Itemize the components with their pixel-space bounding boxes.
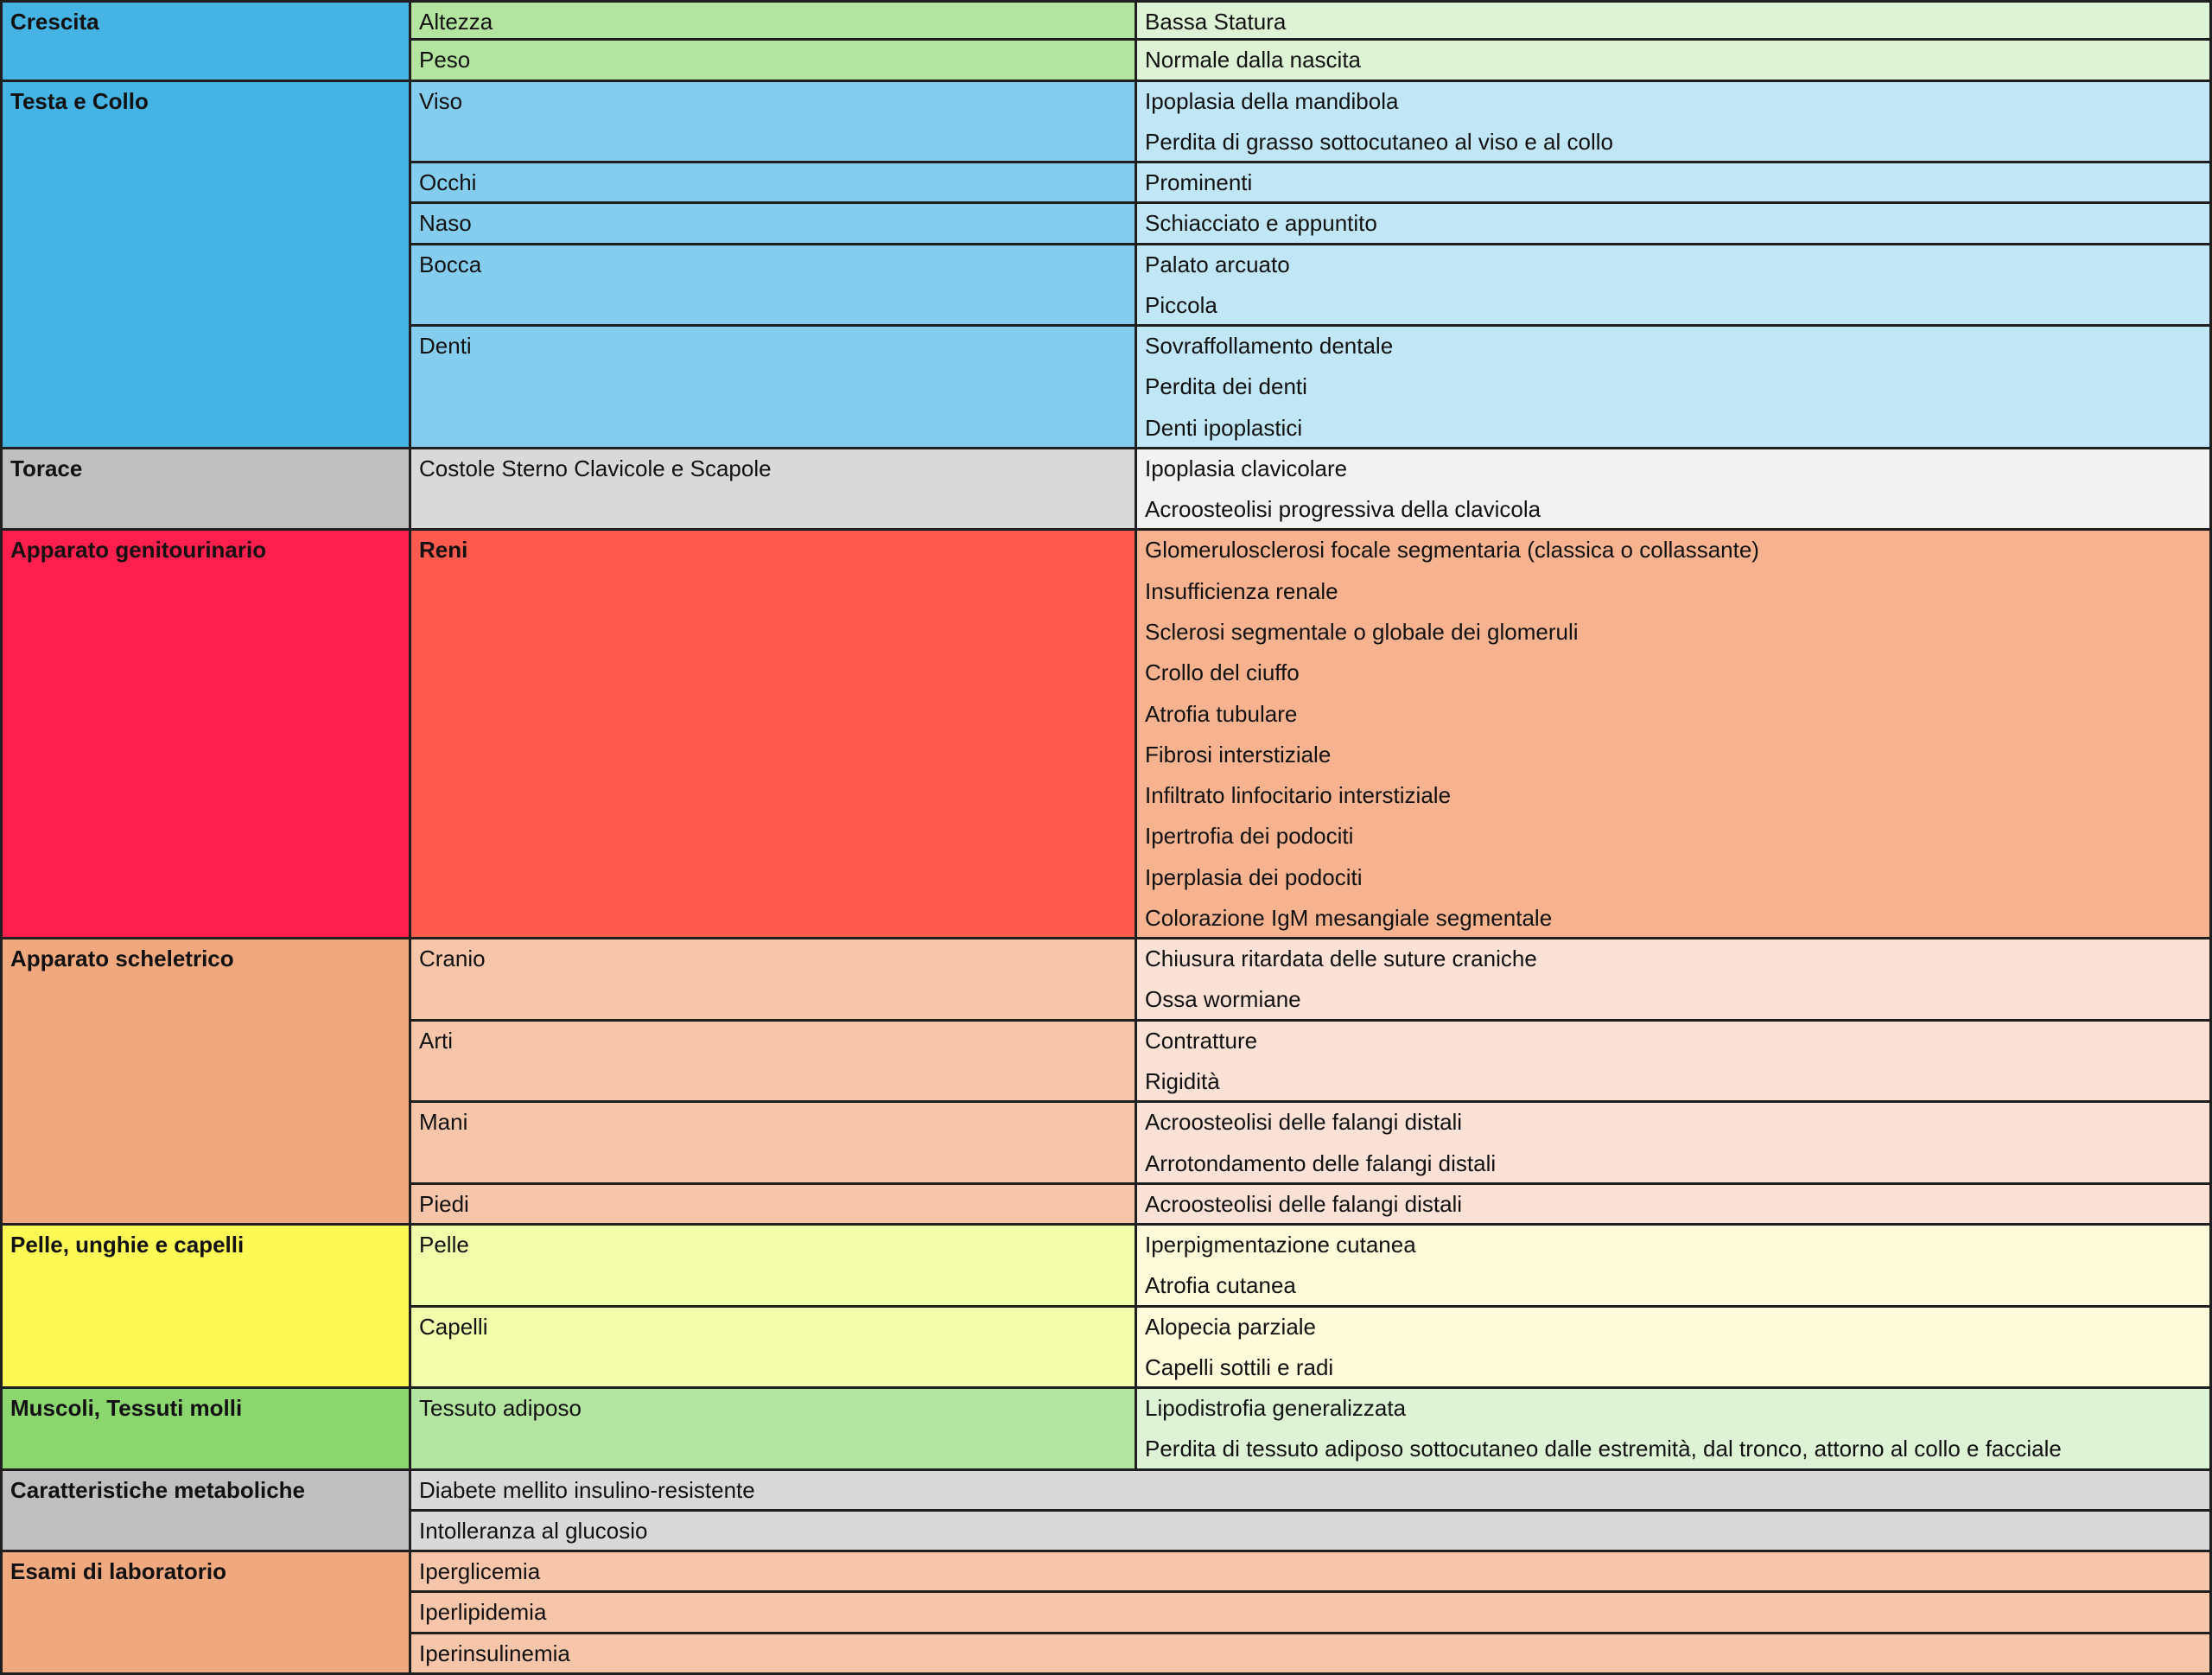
feature-item: Atrofia cutanea xyxy=(1145,1272,1296,1299)
category-crescita: Crescita xyxy=(0,0,411,82)
feature-item: Crollo del ciuffo xyxy=(1145,659,1300,686)
feature-item: Perdita dei denti xyxy=(1145,373,1307,400)
feature-item: Ossa wormiane xyxy=(1145,986,1301,1013)
feature-item: Piccola xyxy=(1145,291,1217,318)
subcategory-costole-sterno-clavicole-e-scapole: Costole Sterno Clavicole e Scapole xyxy=(411,449,1137,532)
finding-iperlipidemia: Iperlipidemia xyxy=(411,1593,2212,1634)
feature-item: Denti ipoplastici xyxy=(1145,414,1303,441)
subcategory-bocca: Bocca xyxy=(411,245,1137,328)
feature-item: Ipoplasia clavicolare xyxy=(1145,455,1348,481)
subcategory-pelle: Pelle xyxy=(411,1226,1137,1308)
subcategory-mani: Mani xyxy=(411,1103,1137,1185)
feature-item: Acroosteolisi delle falangi distali xyxy=(1145,1109,1463,1136)
category-esami-di-laboratorio: Esami di laboratorio xyxy=(0,1552,411,1675)
feature-item: Palato arcuato xyxy=(1145,251,1290,277)
feature-item: Infiltrato linfocitario interstiziale xyxy=(1145,782,1452,809)
category-torace: Torace xyxy=(0,449,411,532)
feature-item: Ipertrofia dei podociti xyxy=(1145,823,1354,850)
category-caratteristiche-metaboliche: Caratteristiche metaboliche xyxy=(0,1471,411,1553)
feature-item: Fibrosi interstiziale xyxy=(1145,741,1332,767)
feature-group-denti xyxy=(1137,327,2212,449)
feature-item: Atrofia tubulare xyxy=(1145,700,1298,727)
feature-group-cranio xyxy=(1137,939,2212,1022)
feature-item: Perdita di grasso sottocutaneo al viso e al collo xyxy=(1145,128,1613,155)
subcategory-cranio: Cranio xyxy=(411,939,1137,1022)
feature-item: Schiacciato e appuntito xyxy=(1145,210,1377,237)
feature-item: Chiusura ritardata delle suture craniche xyxy=(1145,946,1537,972)
finding-iperglicemia: Iperglicemia xyxy=(411,1552,2212,1593)
feature-group-naso xyxy=(1137,204,2212,245)
feature-group-peso xyxy=(1137,41,2212,81)
feature-item: Normale dalla nascita xyxy=(1145,47,1362,73)
subcategory-altezza: Altezza xyxy=(411,0,1137,41)
subcategory-reni: Reni xyxy=(411,531,1137,939)
category-muscoli-tessuti-molli: Muscoli, Tessuti molli xyxy=(0,1389,411,1471)
feature-group-piedi xyxy=(1137,1185,2212,1226)
finding-iperinsulinemia: Iperinsulinemia xyxy=(411,1634,2212,1675)
feature-item: Contratture xyxy=(1145,1027,1258,1054)
subcategory-tessuto-adiposo: Tessuto adiposo xyxy=(411,1389,1137,1471)
feature-item: Sovraffollamento dentale xyxy=(1145,333,1394,360)
feature-group-occhi xyxy=(1137,163,2212,204)
subcategory-capelli: Capelli xyxy=(411,1308,1137,1390)
feature-group-viso xyxy=(1137,82,2212,164)
subcategory-arti: Arti xyxy=(411,1022,1137,1104)
feature-group-bocca xyxy=(1137,245,2212,328)
feature-item: Acroosteolisi delle falangi distali xyxy=(1145,1190,1463,1217)
feature-item: Rigidità xyxy=(1145,1067,1220,1094)
subcategory-piedi: Piedi xyxy=(411,1185,1137,1226)
feature-item: Acroosteolisi progressiva della clavicola xyxy=(1145,496,1541,523)
feature-item: Prominenti xyxy=(1145,169,1253,196)
feature-item: Capelli sottili e radi xyxy=(1145,1353,1334,1380)
feature-group-altezza xyxy=(1137,0,2212,41)
finding-intolleranza-al-glucosio: Intolleranza al glucosio xyxy=(411,1512,2212,1552)
feature-group-arti xyxy=(1137,1022,2212,1104)
subcategory-naso: Naso xyxy=(411,204,1137,245)
feature-item: Iperplasia dei podociti xyxy=(1145,863,1363,890)
feature-group-capelli xyxy=(1137,1308,2212,1390)
feature-item: Ipoplasia della mandibola xyxy=(1145,87,1399,114)
feature-group-pelle xyxy=(1137,1226,2212,1308)
feature-group-tessuto-adiposo xyxy=(1137,1389,2212,1471)
category-pelle-unghie-e-capelli: Pelle, unghie e capelli xyxy=(0,1226,411,1389)
feature-item: Insufficienza renale xyxy=(1145,577,1338,604)
feature-item: Sclerosi segmentale o globale dei glomeruli xyxy=(1145,619,1579,646)
subcategory-occhi: Occhi xyxy=(411,163,1137,204)
feature-group-reni xyxy=(1137,531,2212,939)
subcategory-denti: Denti xyxy=(411,327,1137,449)
feature-item: Alopecia parziale xyxy=(1145,1313,1317,1340)
finding-diabete-mellito-insulino-resistente: Diabete mellito insulino-resistente xyxy=(411,1471,2212,1512)
subcategory-peso: Peso xyxy=(411,41,1137,81)
feature-item: Perdita di tessuto adiposo sottocutaneo dalle estremità, dal tronco, attorno al collo e facciale xyxy=(1145,1436,2062,1462)
feature-group-mani xyxy=(1137,1103,2212,1185)
feature-item: Lipodistrofia generalizzata xyxy=(1145,1395,1407,1422)
feature-item: Arrotondamento delle falangi distali xyxy=(1145,1150,1497,1176)
feature-item: Glomerulosclerosi focale segmentaria (classica o collassante) xyxy=(1145,537,1759,564)
category-apparato-scheletrico: Apparato scheletrico xyxy=(0,939,411,1226)
subcategory-viso: Viso xyxy=(411,82,1137,164)
feature-item: Iperpigmentazione cutanea xyxy=(1145,1232,1416,1258)
category-apparato-genitourinario: Apparato genitourinario xyxy=(0,531,411,939)
feature-item: Bassa Statura xyxy=(1145,9,1287,35)
category-testa-e-collo: Testa e Collo xyxy=(0,82,411,449)
feature-item: Colorazione IgM mesangiale segmentale xyxy=(1145,904,1553,931)
feature-group-costole-sterno-clavicole-e-scapole xyxy=(1137,449,2212,532)
